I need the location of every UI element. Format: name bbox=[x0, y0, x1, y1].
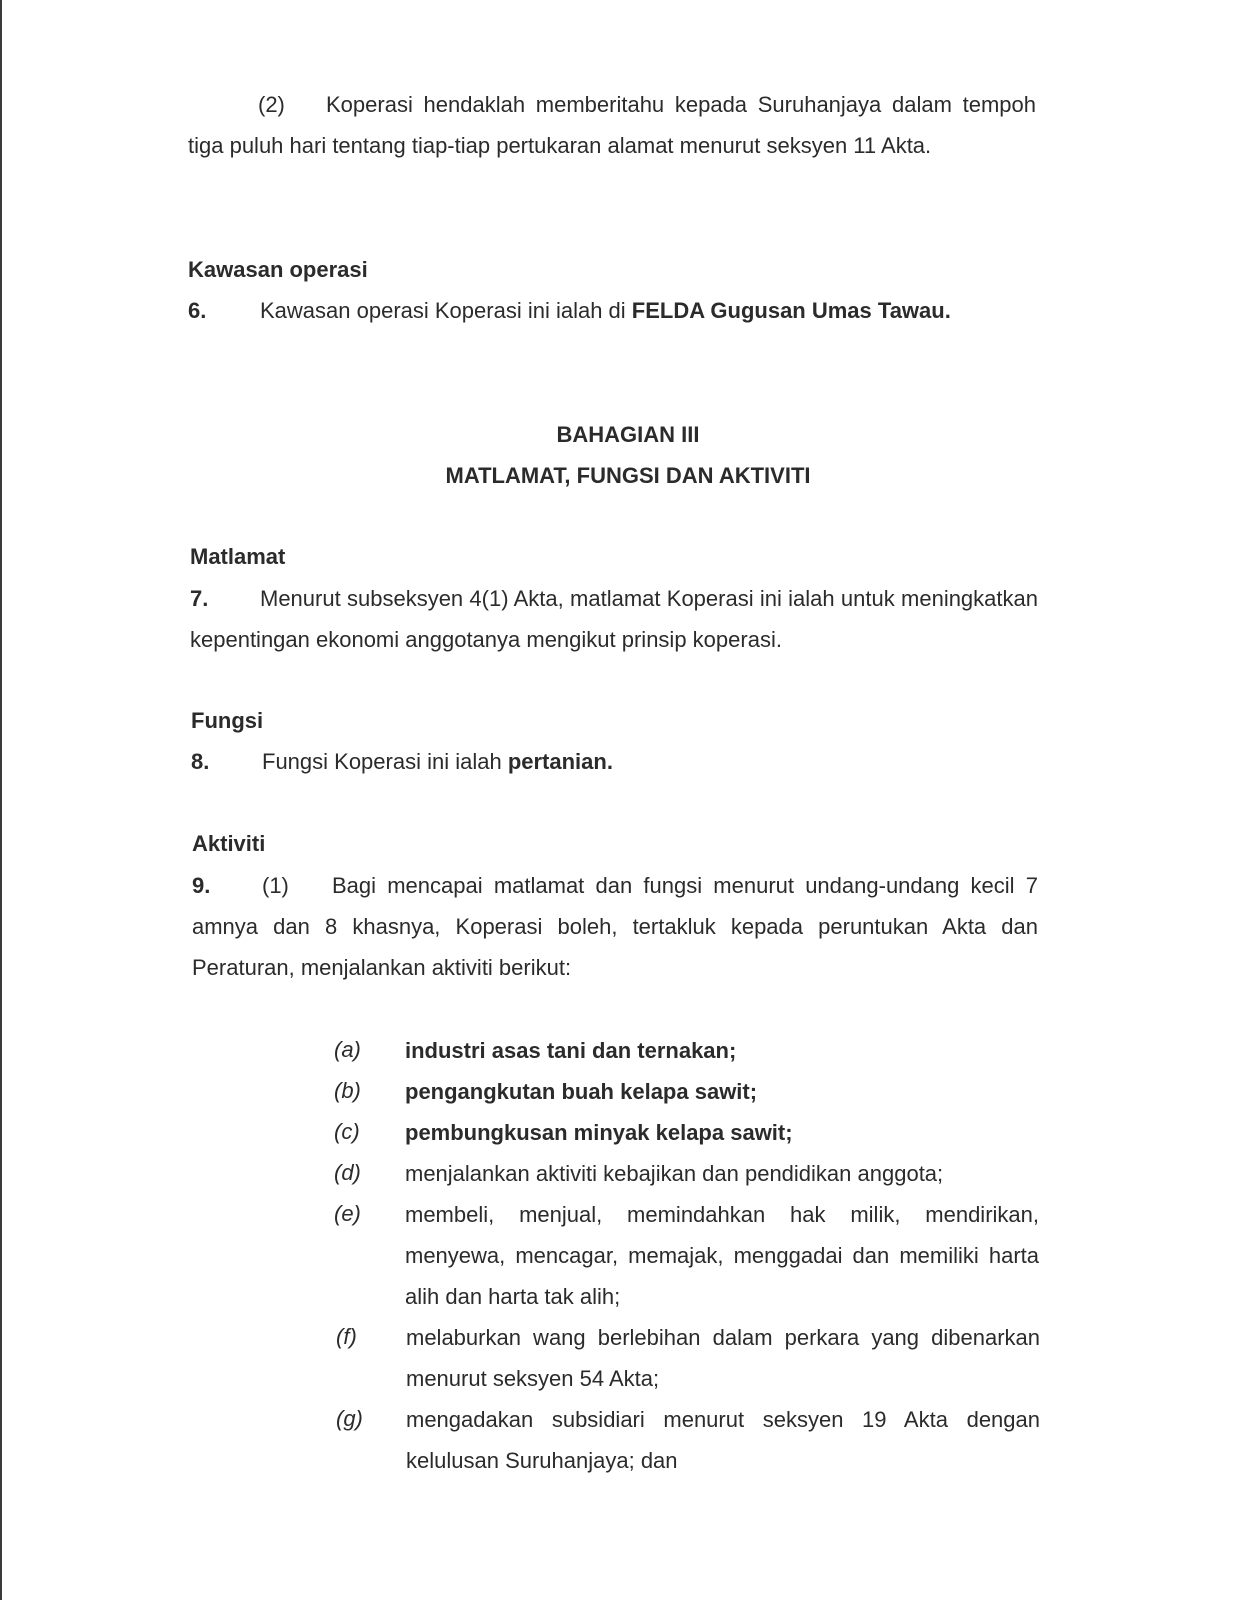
section-9-text: Bagi mencapai matlamat dan fungsi menurut undang-undang kecil 7 amnya dan 8 khasnya, Koperasi boleh, tertakluk kepada peruntukan Akta dan Peraturan, menjalankan aktiviti berikut: bbox=[192, 873, 1038, 980]
item-text-e: membeli, menjual, memindahkan hak milik, mendirikan, menyewa, mencagar, memajak, menggadai dan memiliki harta alih dan harta tak alih; bbox=[405, 1202, 1039, 1309]
item-letter-g: (g) bbox=[336, 1406, 363, 1431]
heading-fungsi: Fungsi bbox=[191, 708, 264, 733]
item-text-b: pengangkutan buah kelapa sawit; bbox=[405, 1079, 758, 1104]
section-8-function: pertanian. bbox=[507, 749, 613, 774]
section-6-location: FELDA Gugusan Umas Tawau. bbox=[631, 298, 951, 323]
heading-kawasan-operasi: Kawasan operasi bbox=[188, 257, 368, 282]
part-subtitle: MATLAMAT, FUNGSI DAN AKTIVITI bbox=[445, 463, 811, 488]
section-6-text bbox=[260, 296, 951, 326]
heading-matlamat: Matlamat bbox=[190, 544, 286, 569]
item-text-d: menjalankan aktiviti kebajikan dan pendidikan anggota; bbox=[405, 1161, 944, 1186]
section-number-6: 6. bbox=[188, 298, 207, 323]
part-title: BAHAGIAN III bbox=[556, 422, 700, 447]
item-letter-f: (f) bbox=[336, 1324, 357, 1349]
item-letter-c: (c) bbox=[334, 1119, 360, 1144]
item-letter-e: (e) bbox=[334, 1201, 361, 1226]
section-7-text: Menurut subseksyen 4(1) Akta, matlamat Koperasi ini ialah untuk meningkatkan kepentingan ekonomi anggotanya mengikut prinsip koperasi. bbox=[190, 586, 1038, 652]
section-9-subsection-1 bbox=[192, 865, 1038, 988]
section-8-plain: Fungsi Koperasi ini ialah bbox=[262, 749, 508, 774]
item-letter-a: (a) bbox=[334, 1037, 361, 1062]
section-5-subsection-2 bbox=[188, 84, 1036, 166]
item-text-g: mengadakan subsidiari menurut seksyen 19 Akta dengan kelulusan Suruhanjaya; dan bbox=[406, 1407, 1040, 1473]
section-7 bbox=[190, 578, 1038, 660]
item-letter-d: (d) bbox=[334, 1160, 361, 1185]
section-number-9: 9. bbox=[192, 873, 211, 898]
heading-aktiviti: Aktiviti bbox=[192, 831, 266, 856]
section-number-7: 7. bbox=[190, 586, 209, 611]
item-text-c: pembungkusan minyak kelapa sawit; bbox=[405, 1120, 793, 1145]
item-text-a: industri asas tani dan ternakan; bbox=[405, 1038, 737, 1063]
page-left-edge bbox=[0, 0, 2, 1600]
section-8-text bbox=[262, 747, 613, 777]
item-letter-b: (b) bbox=[334, 1078, 361, 1103]
section-6-plain: Kawasan operasi Koperasi ini ialah di bbox=[260, 298, 632, 323]
subsection-text: Koperasi hendaklah memberitahu kepada Suruhanjaya dalam tempoh tiga puluh hari tentang tiap-tiap pertukaran alamat menurut seksyen 11 Akta. bbox=[188, 92, 1036, 158]
subsection-number: (1) bbox=[262, 873, 289, 898]
item-text-f: melaburkan wang berlebihan dalam perkara yang dibenarkan menurut seksyen 54 Akta; bbox=[406, 1325, 1040, 1391]
subsection-number: (2) bbox=[258, 92, 285, 117]
section-number-8: 8. bbox=[191, 749, 210, 774]
